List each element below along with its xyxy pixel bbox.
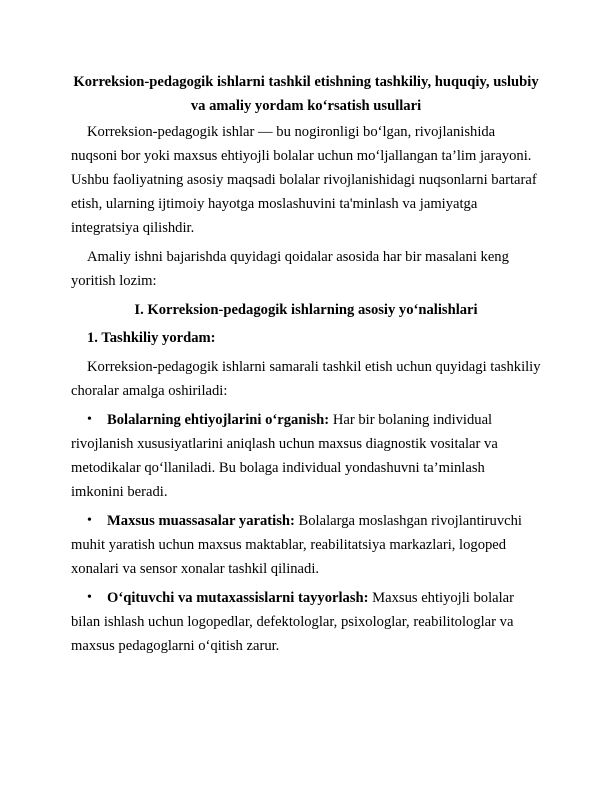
instruction-paragraph: Amaliy ishni bajarishda quyidagi qoidalar asosida har bir masalani keng yoritish lozim: — [71, 249, 509, 289]
list-item — [71, 586, 541, 658]
list-item-text: Har bir bolaning individual rivojlanish xususiyatlarini aniqlash uchun maxsus diagnostik vositalar va metodikalar qo‘llaniladi. Bu bolaga individual yondashuvni ta’minlash imkonini beradi. — [71, 412, 498, 500]
bullet-icon: • — [87, 412, 92, 427]
list-item — [71, 509, 541, 581]
bullet-icon: • — [87, 513, 92, 528]
list-item-lead: Bolalarning ehtiyojlarini o‘rganish: — [107, 412, 330, 428]
subsection-intro: Korreksion-pedagogik ishlarni samarali tashkil etish uchun quyidagi tashkiliy choralar amalga oshiriladi: — [71, 359, 541, 399]
subsection-heading: 1. Tashkiliy yordam: — [87, 330, 216, 346]
list-item-lead: O‘qituvchi va mutaxassislarni tayyorlash: — [107, 590, 369, 606]
list-item-text: Bolalarga moslashgan rivojlantiruvchi muhit yaratish uchun maxsus maktablar, reabilitatsiya markazlari, logoped xonalari va sensor xonalar tashkil qilinadi. — [71, 513, 522, 577]
intro-paragraph: Korreksion-pedagogik ishlar — bu nogironligi bo‘lgan, rivojlanishida nuqsoni bor yoki maxsus ehtiyojli bolalar uchun mo‘ljallangan ta’lim jarayoni. Ushbu faoliyatning asosiy maqsadi bolalar rivojlanishidagi nuqsonlarni bartaraf etish, ularning ijtimoiy hayotga moslashuvini ta'minlash va jamiyatga integratsiya qilishdir. — [71, 124, 537, 236]
bullet-list — [71, 408, 541, 658]
bullet-icon: • — [87, 590, 92, 605]
list-item — [71, 408, 541, 504]
document-body — [71, 70, 541, 663]
list-item-text: Maxsus ehtiyojli bolalar bilan ishlash uchun logopedlar, defektologlar, psixologlar, reabilitologlar va maxsus pedagoglarni o‘qitish zarur. — [71, 590, 515, 654]
document-title: Korreksion-pedagogik ishlarni tashkil etishning tashkiliy, huquqiy, uslubiy va amaliy yordam ko‘rsatish usullari — [73, 74, 539, 114]
list-item-lead: Maxsus muassasalar yaratish: — [107, 513, 295, 529]
section-title: I. Korreksion-pedagogik ishlarning asosiy yo‘nalishlari — [134, 302, 478, 318]
